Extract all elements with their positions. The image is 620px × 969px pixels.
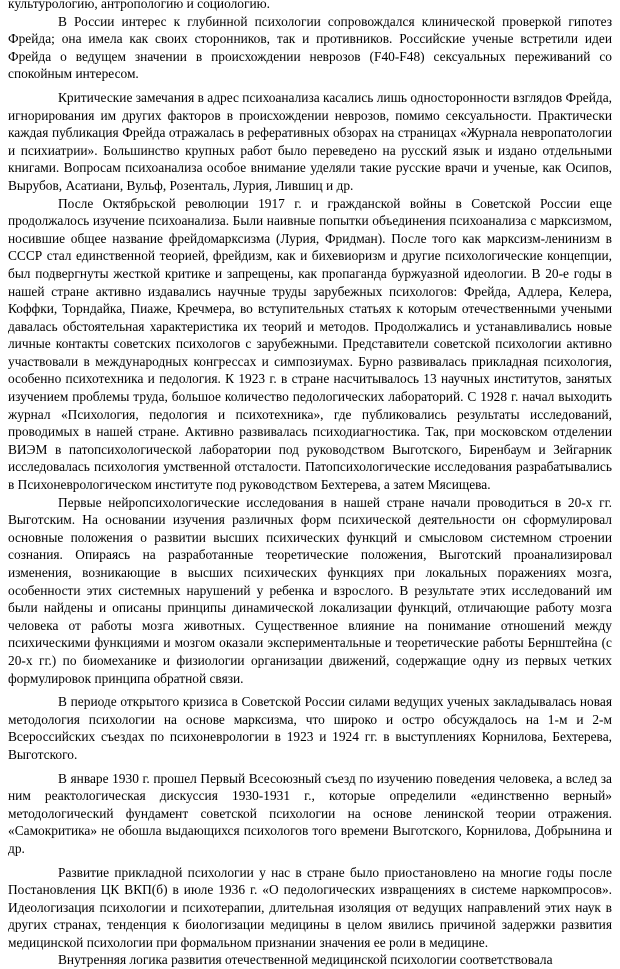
paragraph-neuropsychology: Первые нейропсихологические исследования в нашей стране начали проводиться в 20-х гг. Выготским. На основании изучения различных форм психической деятельности он сформулировал основные положения о развитии высших психических функций и смысловом системном строении сознания. Опираясь на разработанные теоретические положения, Выготский проанализировал изменения, возникающие в высших психических функциях при локальных поражениях мозга, особенности этих системных нарушений у ребенка и взрослого. В результате этих исследований им были найдены и описаны принципы динамической локализации функций, отличающие работу мозга человека от работы мозга животных. Существенное влияние на понимание отношений между психическими функциями и мозгом оказали экспериментальные и теоретические работы Бернштейна (с 20-х гг.) по биомеханике и физиологии организации движений, содержащие одну из первых четких формулировок принципа обратной связи. — [8, 494, 612, 686]
paragraph-congress-1930: В январе 1930 г. прошел Первый Всесоюзный съезд по изучению поведения человека, а вслед за ним реактологическая дискуссия 1930-1931 г., которые определили «единственно верный» методологический фундамент советской психологии на основе ленинской теории отражения. «Самокритика» не обошла выдающихся психологов того времени Выготского, Корнилова, Добрынина и др. — [8, 770, 612, 856]
paragraph-methodology-crisis: В периоде открытого кризиса в Советской России силами ведущих ученых закладывалась новая методология психологии на основе марксизма, что широко и остро обсуждалось на 1-м и 2-м Всероссийских съездах по психоневрологии в 1923 и 1924 гг. в выступлениях Корнилова, Бехтерева, Выготского. — [8, 694, 612, 762]
paragraph-intro-continuation: культурологию, антропологию и социологию. — [8, 0, 270, 11]
paragraph-post-revolution: После Октябрьской революции 1917 г. и гражданской войны в Советской России еще продолжалось изучение психоанализа. Были наивные попытки объединения психоанализа с марксизмом, носившие общее название фрейдомарксизма (Лурия, Фридман). После того как марксизм-ленинизм в СССР стал единственной теорией, фрейдизм, как и бихевиоризм и другие психологические концепции, был подвергнуты жесткой критике и запрещены, как пропаганда буржуазной идеологии. В 20-е годы в нашей стране активно издавались научные труды зарубежных психологов: Фрейда, Адлера, Келера, Коффки, Торндайка, Пиаже, Кречмера, во вступительных статьях к которым отечественными учеными давалась обстоятельная характеристика их теорий и методов. Продолжались и устанавливались новые личные контакты советских психологов с зарубежными. Представители советской психологии активно участвовали в международных конгрессах и симпозиумах. Бурно развивалась прикладная психология, особенно психотехника и педология. К 1923 г. в стране насчитывалось 13 научных институтов, занятых изучением проблемы труда, большое количество педологических лабораторий. С 1928 г. начал выходить журнал «Психология, педология и психотехника», где публиковались результаты исследований, проводимых в нашей стране. Активно развивалась психодиагностика. Так, при московском отделении ВИЭМ в патопсихологической лаборатории под руководством Выготского, Биренбаум и Зейгарник исследовалась психология умственной отсталости. Патопсихологические исследования разрабатывались в Психоневрологическом институте под руководством Бехтерева, а затем Мясищева. — [8, 195, 612, 493]
paragraph-critical-remarks: Критические замечания в адрес психоанализа касались лишь односторонности взглядов Фрейда, игнорирования им других факторов в происхождении неврозов, помимо сексуальности. Практически каждая публикация Фрейда отражалась в реферативных обзорах на страницах «Журнала невропатологии и психиатрии». Большинство крупных работ было переведено на русский язык и издано отдельными книгами. Вопросам психоанализа особое внимание уделяли такие русские врачи и ученые, как Осипов, Вырубов, Асатиани, Вульф, Розенталь, Лурия, Лившиц и др. — [8, 89, 612, 193]
paragraph-applied-psychology: Развитие прикладной психологии у нас в стране было приостановлено на многие годы после Постановления ЦК ВКП(б) в июле 1936 г. «О педологических извращениях в системе наркомпросов». Идеологизация психологии и психотерапии, длительная изоляция от ведущих направлений этих наук в других странах, тенденция к биологизации медицины в целом явились причиной задержки развития медицинской психологии при формальном признании значения ее роли в медицине. — [8, 864, 612, 950]
paragraph-freud-reception: В России интерес к глубинной психологии сопровождался клинической проверкой гипотез Фрейда; она имела как своих сторонников, так и противников. Российские ученые встретили идеи Фрейда о ведущем значении в происхождении неврозов (F40-F48) сексуальных переживаний со спокойным интересом. — [8, 13, 612, 82]
paragraph-internal-logic: Внутренняя логика развития отечественной медицинской психологии соответствовала — [58, 952, 553, 968]
